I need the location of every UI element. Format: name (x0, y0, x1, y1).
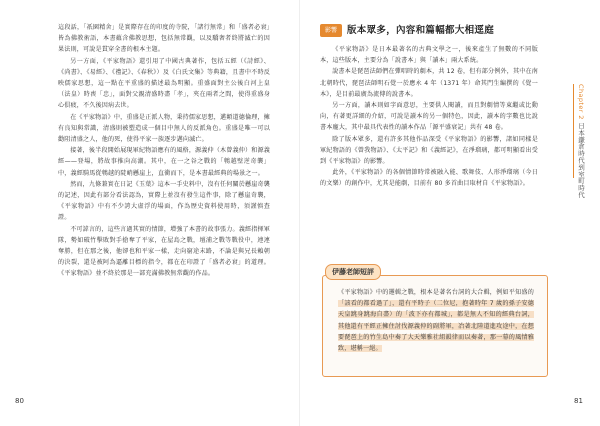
commentary-highlight-2: 其他還有平經正擁住討伐源義仲的副將軍，冶著北陸道進攻途中，在想要琵琶上的竹生島中奏了大天樂雅社組韻律而以奏著，那一幕的風情雅致，堪稱一絕。 (338, 322, 534, 353)
left-paragraph-2: 另一方面，《平家物語》還引用了中國古典著作，包括五經（《詩經》、《尚書》、《易經》、《禮記》、《春秋》）及《白氏文集》等典籍，且書中不時反映儒家思想，這一點在平重盛的描述最為明顯。重盛面對主公後白河上皇（法皇）時喪「忠」，面對父親清盛時盡「孝」，夾在兩者之間，使得重盛身心俱疲，不久後因病去世。 (58, 57, 270, 110)
right-paragraph-3: 另一方面，讀本則如字面意思，主要供人閱讀，而且對劇情等東繼或比動向，有著更詳細的介紹，可說是讀本的另一個特色，因此，讀本的字數也比說書本龐大，其中最具代表性的讀本作品「源平盛衰記」共有 48 卷。 (320, 102, 538, 132)
commentary-body (338, 287, 534, 354)
left-paragraph-5: 然而，九條兼實在日記《玉葉》這本一手史料中，沒有任何關於懸崖奇襲的記述，因此有部分看法認為，實際上並沒有發生這件事，除了懸崖奇襲，《平家物語》中有不少誇大虛浮的場面，作為歷史資料使用時，須謹慎查證。 (58, 180, 270, 222)
commentary-highlight-1: 「該看的都看過了」，還有平時子（二位尼，抱著時年 7 歲的孫子安德天皇跳身跳海自盡）的「波下亦有都城」，都是無人不知的經典台詞， (338, 300, 534, 319)
right-paragraph-4: 除了版本眾多，還有許多其他作品深受《平家物語》的影響，諸如同樣是軍紀物語的《曾我物語》、《太平記》和《義經記》，在淨瑠璃，都可明顯看出受到《平家物語》的影響。 (320, 135, 538, 166)
left-paragraph-6: 不可諱言的，這些言過其實的情節，增強了本書的故事張力。義經指揮軍隊，勢如破竹擊敗對手搶奪了平家，在屋島之戰，壇浦之戰等戰役中，連連奪勝，但在那之後，他卻也和平家一樣，走向窮途末路，不論是與兄長賴朝的決裂，還是被阿為逼離目標的指令，都在在印證了「盛者必衰」的道理。《平家物語》並不終於那是一部充滿佛教無常觀的作品。 (58, 225, 270, 278)
right-paragraph-2: 說書本是琵琶法師們在彈唱時的劇本，共 12 卷，但有部分例外，其中在南北朝時代，琵琶法師明石覺一於應永 4 年（1371 年）命其門生編撰的《覺一本》，是目前最廣為流傳的說書本。 (320, 68, 538, 98)
right-body-text (320, 44, 538, 190)
commentary-box (322, 268, 548, 377)
chapter-side-label (574, 84, 587, 198)
page-gutter (299, 0, 300, 426)
left-paragraph-3: 在《平家物語》中，重盛是正派人物，秉持儒家思想，邁顛道德倫理，擁有良知與常識，清盛則被塑造成一個目中無人的反派角色。重盛是唯一可以勸阻清盛之人，他的死，使得平家一族逐步邁向滅亡。 (58, 113, 270, 144)
right-paragraph-1: 《平家物語》是日本最著名的古典文學之一，後來產生了無數的不同版本，這些版本，主要分為「說書本」與「讀本」兩大系統。 (320, 46, 538, 65)
chapter-title: 日本鎌倉時代到室町時代 (577, 122, 585, 199)
left-paragraph-1: 這段話，「祇園精舍」是實際存在的印度的寺院，「諸行無常」和「盛者必衰」皆為佛教術語，本書蘊含佛教思想，包括無常觀，以及驕奢者終將滅亡的因果法則，可說是貫穿全書的根本主題。 (58, 24, 270, 54)
commentary-heading: 伊藤老師短評 (325, 264, 381, 280)
section-title: 版本眾多，內容和篇幅都大相逕庭 (347, 25, 495, 36)
chapter-number: Chapter 2 (577, 84, 585, 120)
section-tag-badge: 影響 (320, 24, 342, 37)
right-page-number: 81 (574, 397, 583, 405)
commentary-text-part-1: 《平家物語》中的邏輯之戰，根本是著名台詞的大合輯，例如平知盛的 (338, 289, 534, 296)
left-body-text (58, 22, 270, 280)
commentary-text (338, 287, 534, 354)
section-heading (320, 22, 540, 40)
left-paragraph-4: 接著，後半段開始展現軍紀物語應有的風格，源義仲（木曾義仲）和源義經——登場，將故事推向高潮。其中，在一之谷之戰的「鵯越壁逆奇襲」中，義經騎馬從鵯越的陡峭懸崖上，直衝而下，是本書最經典的場景之一。 (58, 147, 270, 177)
left-page-number: 80 (15, 397, 24, 405)
right-paragraph-5: 此外，《平家物語》的各個情節時常被融入能、歌舞伎、人形淨瑠璃（今日的文樂）的創作中，尤其是能劇，目前有 80 多首曲目取材自《平家物語》。 (320, 169, 538, 188)
